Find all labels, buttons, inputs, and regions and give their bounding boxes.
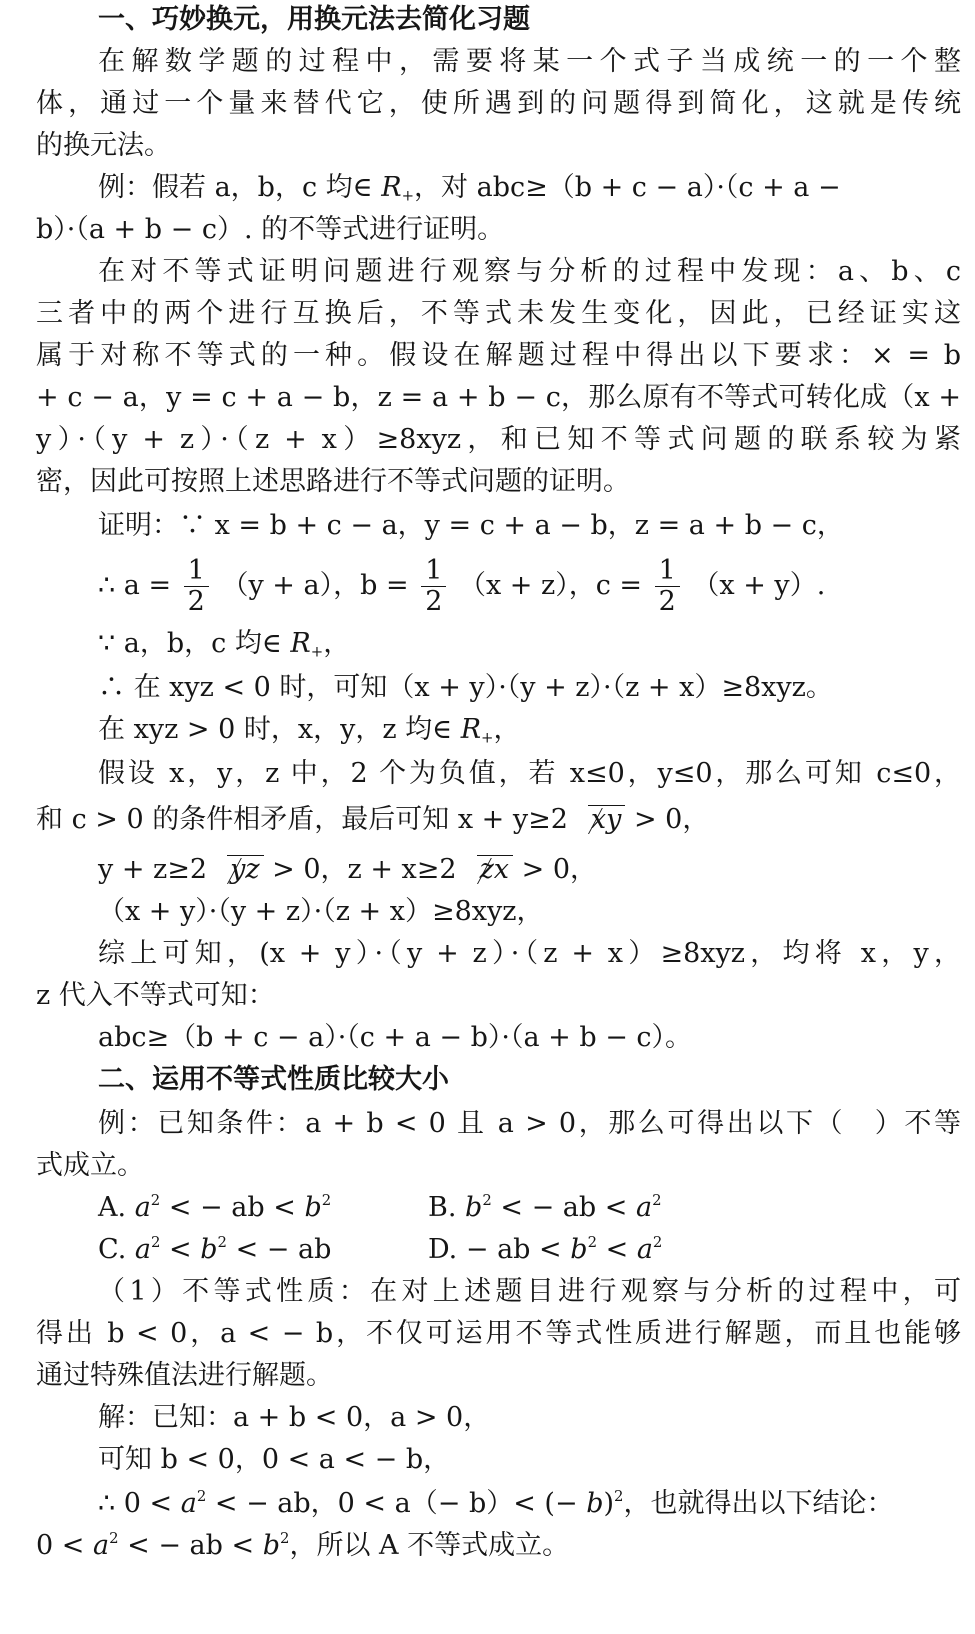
proof-line: （x + y）·（y + z）·（z + x）≥8xyz，	[98, 896, 544, 927]
fraction-half: $\frac{1}{2}$	[184, 556, 209, 617]
proof-line: ∴ 在 xyz < 0 时，可知（x + y）·（y + z）·（z + x）≥8xyz。	[98, 672, 833, 703]
proof-line: y + z≥2 yz > 0，z + x≥2 zx > 0，	[98, 854, 597, 885]
fraction-half: $\frac{1}{2}$	[421, 556, 446, 617]
options-row	[98, 1192, 758, 1224]
paragraph-line: 体，通过一个量来替代它，使所遇到的问题得到简化，这就是传统	[36, 88, 961, 119]
proof-line: ∵ a，b，c 均∈ $R_+$，	[98, 628, 351, 661]
proof-line: 证明：∵ x = b + c − a，y = c + a − b，z = a + b − c，	[98, 510, 844, 541]
fraction-half: $\frac{1}{2}$	[655, 556, 680, 617]
solution-line: 可知 b < 0，0 < a < − b，	[98, 1444, 451, 1475]
paragraph-line: 属于对称不等式的一种。假设在解题过程中得出以下要求：× = b	[36, 340, 961, 371]
proof-line: z 代入不等式可知：	[36, 980, 275, 1011]
paragraph-line: y）·（y + z）·（z + x）≥8xyz，和已知不等式问题的联系较为紧	[36, 424, 961, 455]
square-root: zx	[477, 855, 513, 884]
options-row	[98, 1234, 758, 1266]
option-d: D. − ab < $b^2 < a^2$	[428, 1232, 663, 1265]
paragraph-line: 在对不等式证明问题进行观察与分析的过程中发现：a、b、c	[98, 256, 961, 287]
proof-line: 和 c > 0 的条件相矛盾，最后可知 x + y≥2 xy > 0，	[36, 804, 710, 835]
square-root: yz	[227, 855, 263, 884]
solution-line: $0 < a^2$ < − ab < $b^2$，所以 A 不等式成立。	[36, 1528, 570, 1561]
paragraph-line: + c − a，y = c + a − b，z = a + b − c，那么原有不等式可转化成（x +	[36, 382, 961, 413]
proof-line: 假设 x，y，z 中，2 个为负值，若 x≤0，y≤0，那么可知 c≤0，	[98, 758, 961, 789]
paragraph-line: 三者中的两个进行互换后，不等式未发生变化，因此，已经证实这	[36, 298, 961, 329]
fraction-line: ∴ a = $\frac{1}{2}$ （y + a），b = $\frac{1}{2}$ （x + z），c = $\frac{1}{2}$ （x + y）.	[98, 555, 826, 617]
example-line: 例：已知条件：a + b < 0 且 a > 0，那么可得出以下（ ）不等	[98, 1108, 961, 1139]
proof-conclusion: abc≥（b + c − a）·（c + a − b）·（a + b − c）。	[98, 1022, 693, 1053]
square-root: xy	[588, 805, 625, 834]
section-heading-2: 二、运用不等式性质比较大小	[98, 1064, 449, 1095]
paragraph-line: 的换元法。	[36, 130, 171, 161]
example-line: 例：假若 a，b，c 均∈ $R_+$，对 abc≥（b + c − a）·（c + a −	[98, 172, 841, 205]
section-heading-1: 一、巧妙换元，用换元法去简化习题	[98, 4, 530, 35]
example-line: 式成立。	[36, 1150, 144, 1181]
proof-line: 在 xyz > 0 时，x，y，z 均∈ $R_+$，	[98, 714, 521, 747]
option-b: B. $b^2$ < − ab < $a^2$	[428, 1190, 662, 1223]
solution-line: ∴ $0 < a^2$ < − ab，0 < a（− b）< (− b)$^2$，也就得出以下结论：	[98, 1486, 894, 1519]
paragraph-line: 得出 b < 0，a < − b，不仅可运用不等式性质进行解题，而且也能够	[36, 1318, 961, 1349]
paragraph-line: （1）不等式性质：在对上述题目进行观察与分析的过程中，可	[98, 1276, 961, 1307]
option-a: A. $a^2$ < − ab < $b^2$	[98, 1190, 332, 1223]
option-c: C. $a^2 < b^2$ < − ab	[98, 1232, 332, 1265]
example-line: b）·（a + b − c）. 的不等式进行证明。	[36, 214, 505, 245]
paragraph-line: 在解数学题的过程中，需要将某一个式子当成统一的一个整	[98, 46, 961, 77]
solution-line: 解：已知：a + b < 0，a > 0，	[98, 1402, 491, 1433]
proof-line: 综上可知，(x + y）·（y + z）·（z + x）≥8xyz，均将 x，y，	[98, 938, 961, 969]
paragraph-line: 通过特殊值法进行解题。	[36, 1360, 333, 1391]
paragraph-line: 密，因此可按照上述思路进行不等式问题的证明。	[36, 466, 630, 497]
